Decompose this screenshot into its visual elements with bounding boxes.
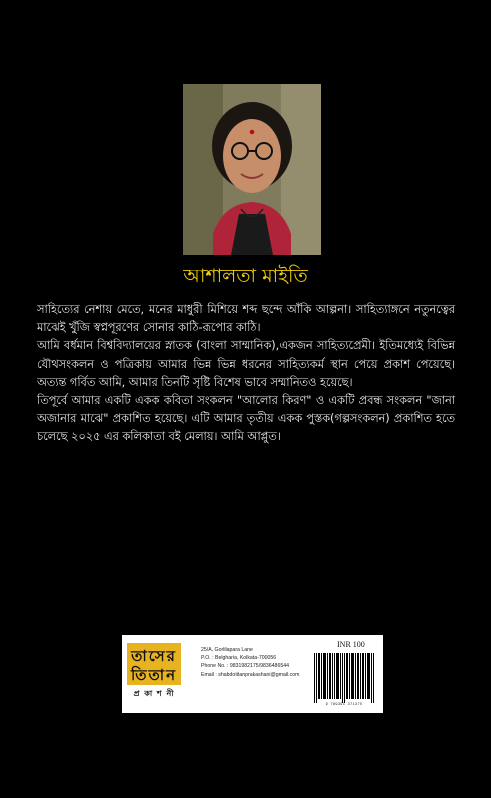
isbn-barcode [312, 653, 376, 703]
address-line: P.O. : Belgharia, Kolkata-700056 [201, 655, 277, 662]
publisher-imprint-box [122, 635, 383, 713]
barcode-digits: 9 789391 371375 [325, 703, 363, 707]
address-line: 25/A, Gorlilapara Lane [201, 647, 253, 653]
author-name: আশালতা মাইতি [183, 265, 308, 287]
bio-paragraph: আমি বর্ধমান বিশ্ববিদ্যালয়ের স্নাতক (বাংলা সাম্মানিক),একজন সাহিত্যপ্রেমী। ইতিমধ্যেই বিভিন্ন যৌথসংকলন ও পত্রিকায় আমার ভিন্ন ভিন্ন ধরনের সাহিত্যকর্ম স্থান পেয়ে প্রকাশ পেয়েছে। অত্যন্ত গর্বিত আমি, আমার তিনটি সৃষ্টি বিশেষ ভাবে সম্মানিতও হয়েছে। [37, 339, 455, 389]
publisher-address [201, 646, 321, 679]
logo-text-middle: তিতান [130, 666, 178, 684]
author-bio [37, 301, 455, 447]
address-line: Email : shabdotitanprakashani@gmail.com [201, 671, 300, 678]
author-portrait-image [183, 84, 321, 255]
bio-paragraph: সাহিত্যের নেশায় মেতে, মনের মাধুরী মিশিয়ে শব্দ ছন্দে আঁকি আল্পনা। সাহিত্যাঙ্গনে নতুনত্বের মাঝেই খুঁজি স্বপ্নপূরণের সোনার কাঠি-রূপোর কাঠি। [37, 303, 455, 335]
logo-text-bottom: প্র কা শ নী [133, 689, 175, 698]
address-line: Phone No. : 9831982175/9836486544 [201, 663, 289, 670]
price-label: INR 100 [337, 640, 365, 649]
author-photo [183, 84, 321, 255]
logo-text-top: তাসের [131, 647, 177, 665]
bio-paragraph: তিপূর্বে আমার একটি একক কবিতা সংকলন "আলোর কিরণ" ও একটি প্রবন্ধ সংকলন "জানা অজানার মাঝে" প্রকাশিত হয়েছে। এটি আমার তৃতীয় একক পুস্তক(গল্পসংকলন) প্রকাশিত হতে চলেছে ২০২৫ এর কলিকাতা বই মেলায়। আমি আপ্লুত। [37, 394, 455, 444]
publisher-logo [127, 643, 181, 705]
logo-yellow-block [127, 643, 181, 685]
